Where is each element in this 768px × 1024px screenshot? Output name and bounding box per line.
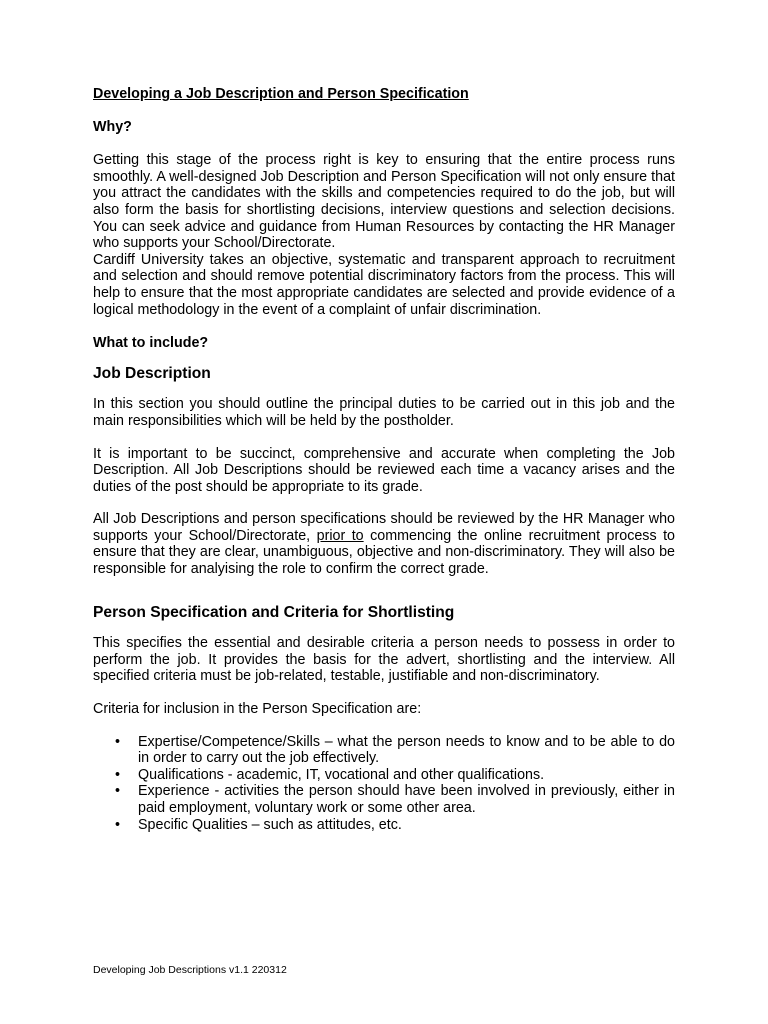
criteria-text: Experience - activities the person should have been involved in previously, either in paid employment, voluntary work or some other area. [138, 783, 675, 816]
criteria-text: Specific Qualities – such as attitudes, etc. [138, 816, 402, 833]
bullet-icon: • [115, 816, 121, 833]
document-title: Developing a Job Description and Person Specification [93, 86, 469, 102]
why-heading: Why? [93, 118, 132, 135]
page-footer: Developing Job Descriptions v1.1 220312 [93, 964, 287, 976]
why-paragraph-2: Cardiff University takes an objective, systematic and transparent approach to recruitment and selection and should remove potential discriminatory factors from the process. This will help to ensure that the most appropriate candidates are selected and provide evidence of a logical methodology in the event of a complaint of unfair discrimination. [93, 251, 675, 318]
person-spec-paragraph-1: This specifies the essential and desirable criteria a person needs to possess in order to perform the job. It provides the basis for the advert, shortlisting and the interview. All specified criteria must be job-related, testable, justifiable and non-discriminatory. [93, 635, 675, 685]
bullet-icon: • [115, 733, 121, 750]
what-to-include-heading: What to include? [93, 335, 209, 352]
job-description-paragraph-1: In this section you should outline the principal duties to be carried out in this job and the main responsibilities which will be held by the postholder. [93, 396, 675, 429]
criteria-text: Qualifications - academic, IT, vocational and other qualifications. [138, 766, 545, 783]
paragraph-3-text-before: All Job Descriptions and person specifications should be reviewed by the HR Manager who supports your School/Directorate, [93, 511, 675, 544]
criteria-text: Expertise/Competence/Skills – what the person needs to know and to be able to do in order to carry out the job effectively. [138, 733, 675, 767]
person-specification-heading: Person Specification and Criteria for Shortlisting [93, 603, 455, 621]
criteria-intro: Criteria for inclusion in the Person Specification are: [93, 701, 422, 718]
job-description-paragraph-2: It is important to be succinct, comprehensive and accurate when completing the Job Description. All Job Descriptions should be reviewed each time a vacancy arises and the duties of the post should be appropriate to its grade. [93, 445, 675, 495]
criteria-list [93, 734, 675, 834]
document-page [93, 86, 675, 833]
paragraph-3-text-after: commencing the online recruitment process to ensure that they are clear, unambiguous, objective and non-discriminatory. They will also be responsible for analyising the role to confirm the correct grade. [93, 527, 675, 578]
bullet-icon: • [115, 783, 121, 800]
prior-to-underlined: prior to [316, 527, 364, 544]
list-item [93, 817, 675, 834]
list-item [93, 767, 675, 784]
list-item [93, 783, 675, 816]
list-item [93, 734, 675, 767]
why-paragraph-1: Getting this stage of the process right is key to ensuring that the entire process runs smoothly. A well-designed Job Description and Person Specification will not only ensure that you attract the candidates with the skills and competencies required to do the job, but will also form the basis for shortlisting decisions, interview questions and selection decisions. You can seek advice and guidance from Human Resources by contacting the HR Manager who supports your School/Directorate. [93, 152, 675, 252]
job-description-paragraph-3 [93, 511, 675, 577]
job-description-heading: Job Description [93, 364, 211, 382]
bullet-icon: • [115, 766, 121, 783]
